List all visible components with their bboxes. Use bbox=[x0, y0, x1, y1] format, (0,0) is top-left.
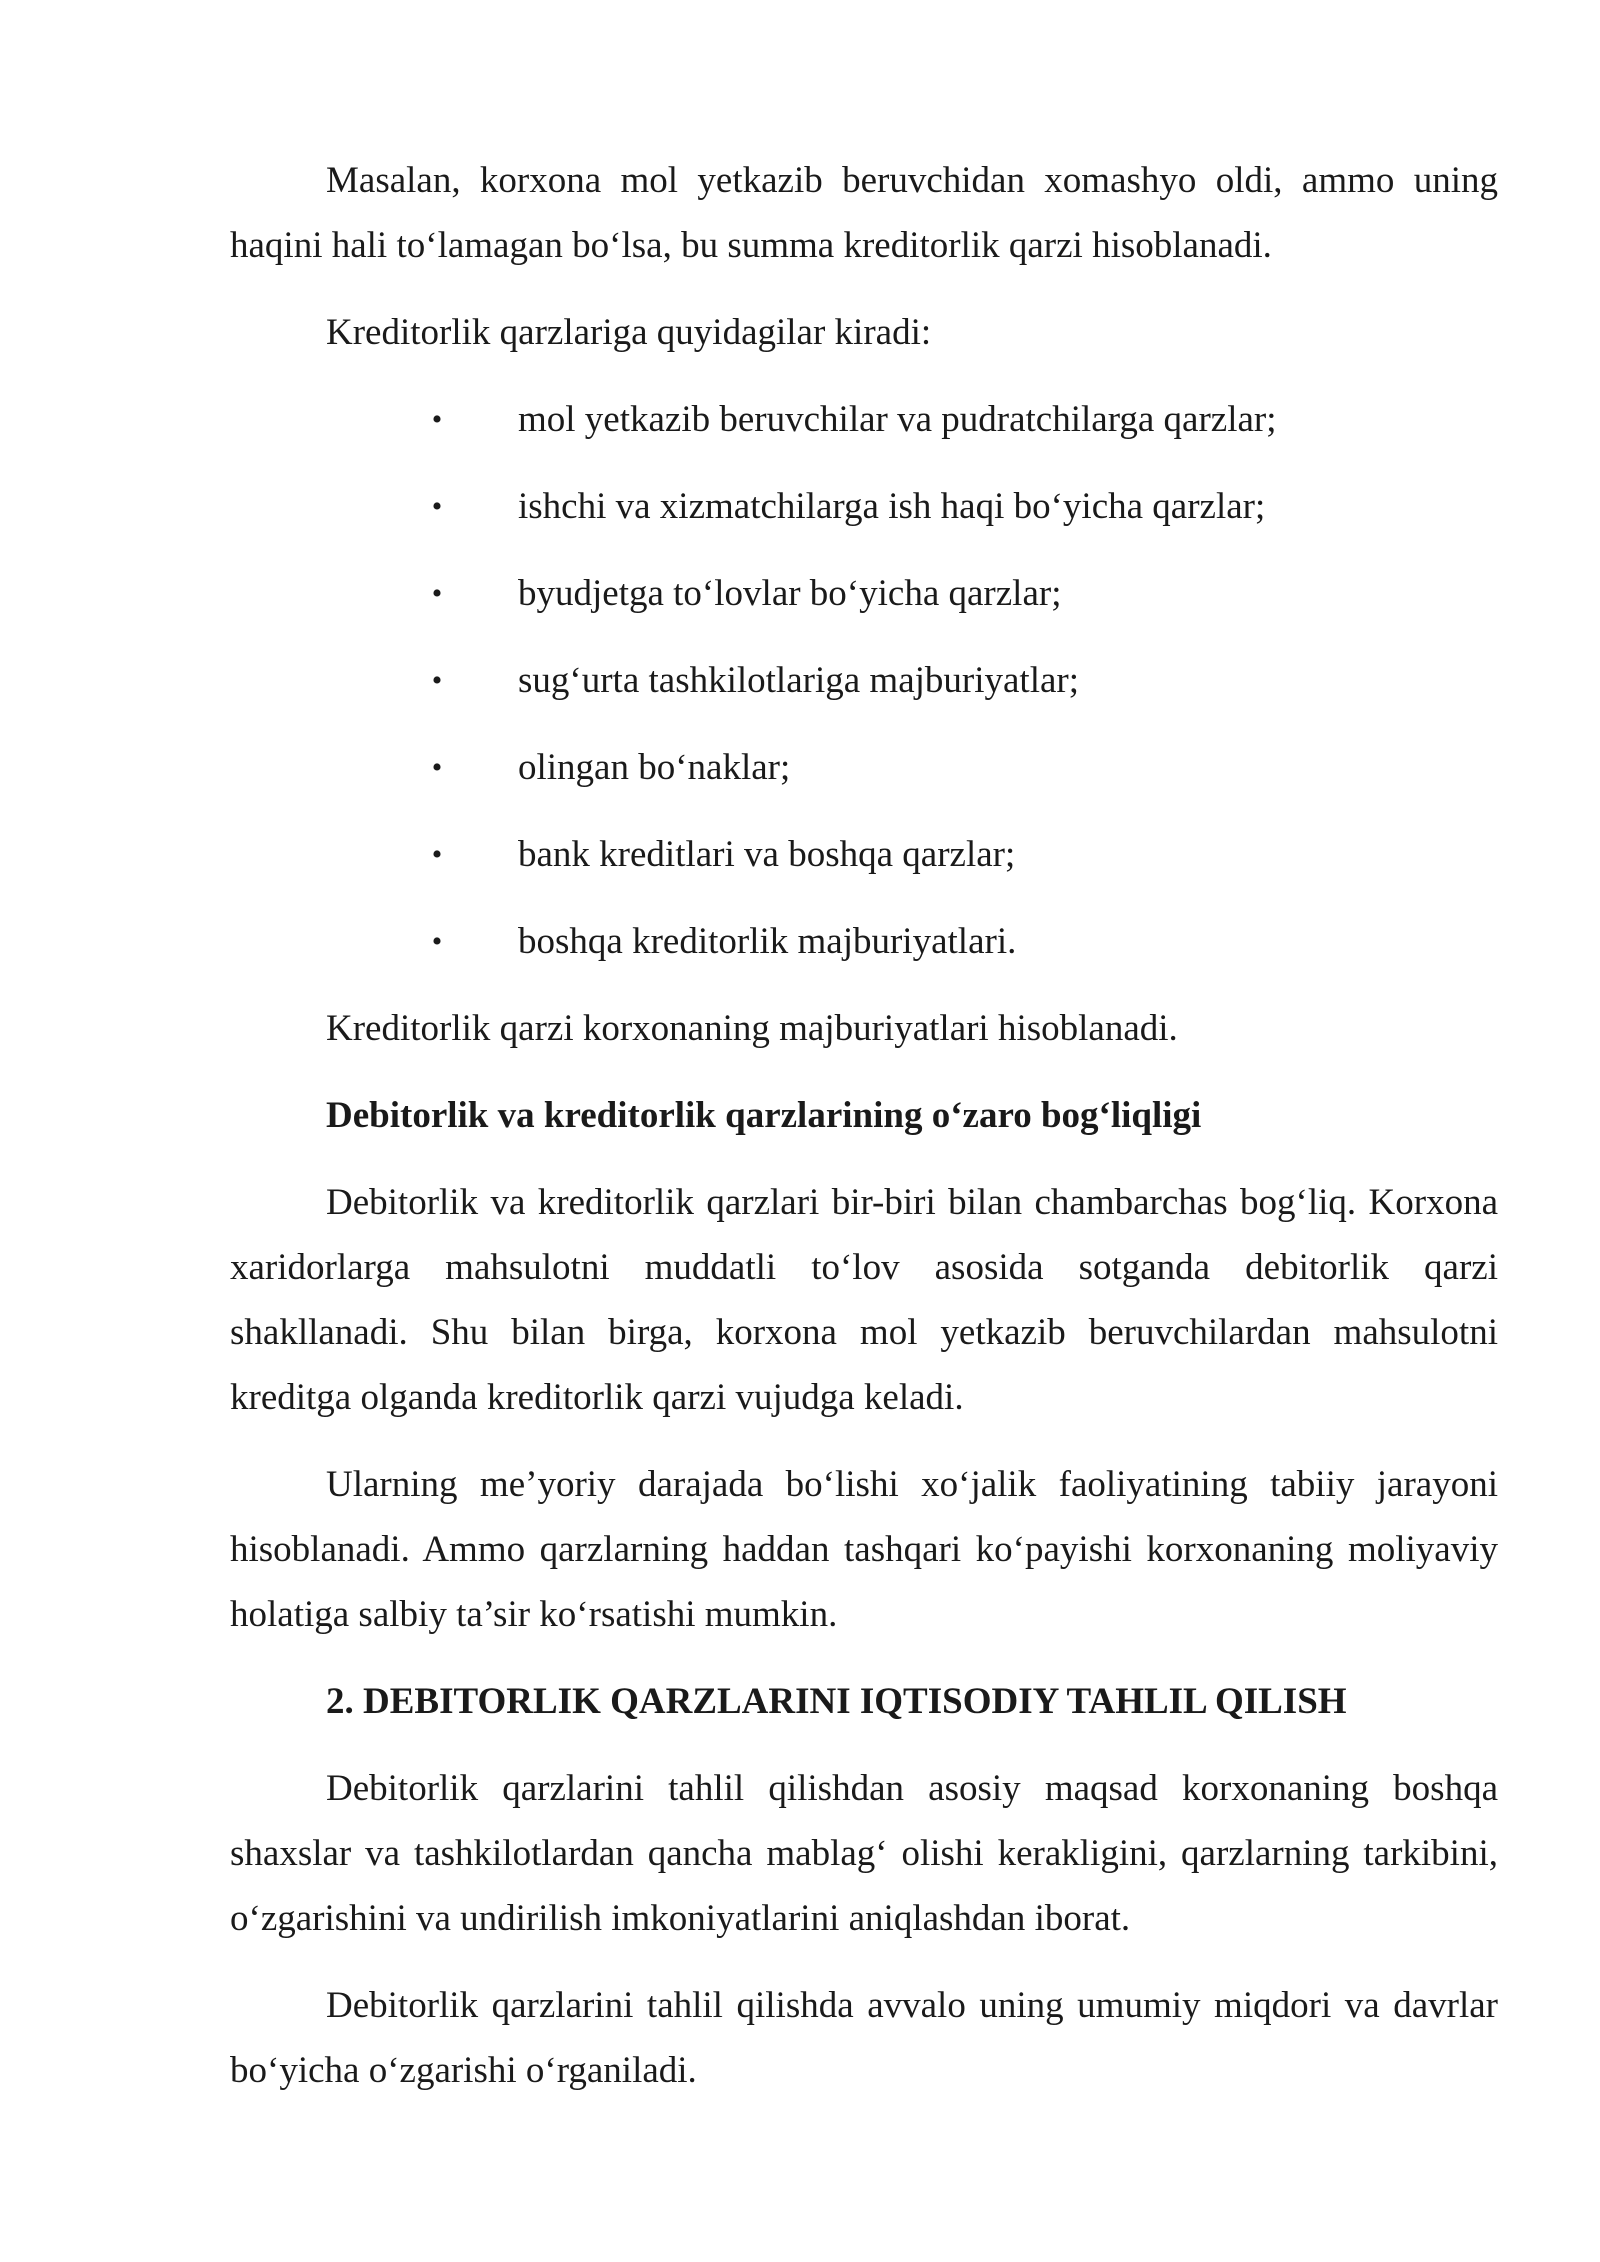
list-item-text: byudjetga to‘lovlar bo‘yicha qarzlar; bbox=[518, 573, 1062, 614]
paragraph-summary: Kreditorlik qarzi korxonaning majburiyatlari hisoblanadi. bbox=[326, 1008, 1178, 1049]
bullet-icon: • bbox=[431, 751, 443, 784]
list-item bbox=[230, 561, 1498, 626]
bullet-icon: • bbox=[431, 664, 443, 697]
section-subheading: Debitorlik va kreditorlik qarzlarining o‘zaro bog‘liqligi bbox=[326, 1095, 1202, 1136]
paragraph-list-intro: Kreditorlik qarzlariga quyidagilar kiradi: bbox=[326, 312, 932, 353]
list-item bbox=[230, 822, 1498, 887]
bullet-icon: • bbox=[431, 925, 443, 958]
bullet-icon: • bbox=[431, 403, 443, 436]
paragraph-relationship: Debitorlik va kreditorlik qarzlari bir-biri bilan chambarchas bog‘liq. Korxona xaridorlarga mahsulotni muddatli to‘lov asosida sotganda debitorlik qarzi shakllanadi. Shu bilan birga, korxona mol yetkazib beruvchilardan mahsulotni kreditga olganda kreditorlik qarzi vujudga keladi. bbox=[230, 1182, 1498, 1418]
list-item bbox=[230, 648, 1498, 713]
list-item-text: bank kreditlari va boshqa qarzlar; bbox=[518, 834, 1016, 875]
list-item-text: mol yetkazib beruvchilar va pudratchilarga qarzlar; bbox=[518, 399, 1277, 440]
bullet-icon: • bbox=[431, 490, 443, 523]
list-item-text: boshqa kreditorlik majburiyatlari. bbox=[518, 921, 1017, 962]
section-heading: 2. DEBITORLIK QARZLARINI IQTISODIY TAHLIL QILISH bbox=[326, 1681, 1347, 1722]
bullet-icon: • bbox=[431, 838, 443, 871]
list-item bbox=[230, 909, 1498, 974]
paragraph-analysis-start: Debitorlik qarzlarini tahlil qilishda avvalo uning umumiy miqdori va davrlar bo‘yicha o‘zgarishi o‘rganiladi. bbox=[230, 1985, 1498, 2091]
document-page bbox=[230, 148, 1498, 2125]
list-item bbox=[230, 387, 1498, 452]
list-item-text: ishchi va xizmatchilarga ish haqi bo‘yicha qarzlar; bbox=[518, 486, 1266, 527]
list-item-text: sug‘urta tashkilotlariga majburiyatlar; bbox=[518, 660, 1079, 701]
list-item-text: olingan bo‘naklar; bbox=[518, 747, 791, 788]
list-item bbox=[230, 474, 1498, 539]
paragraph-analysis-goal: Debitorlik qarzlarini tahlil qilishdan asosiy maqsad korxonaning boshqa shaxslar va tashkilotlardan qancha mablag‘ olishi kerakligini, qarzlarning tarkibini, o‘zgarishini va undirilish imkoniyatlarini aniqlashdan iborat. bbox=[230, 1768, 1498, 1939]
bullet-icon: • bbox=[431, 577, 443, 610]
bullet-list bbox=[230, 387, 1498, 974]
paragraph-normal-level: Ularning me’yoriy darajada bo‘lishi xo‘jalik faoliyatining tabiiy jarayoni hisoblanadi. Ammo qarzlarning haddan tashqari ko‘payishi korxonaning moliyaviy holatiga salbiy ta’sir ko‘rsatishi mumkin. bbox=[230, 1464, 1498, 1635]
paragraph-example: Masalan, korxona mol yetkazib beruvchidan xomashyo oldi, ammo uning haqini hali to‘lamagan bo‘lsa, bu summa kreditorlik qarzi hisoblanadi. bbox=[230, 160, 1498, 266]
list-item bbox=[230, 735, 1498, 800]
